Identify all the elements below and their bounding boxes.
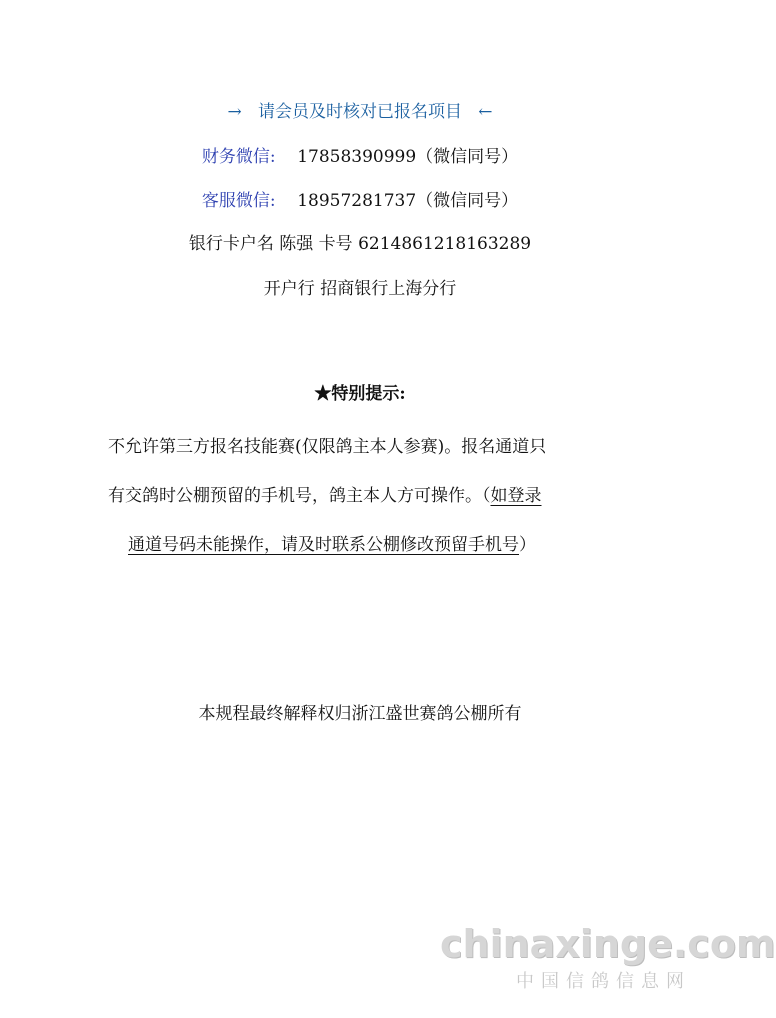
service-wechat-value: 18957281737（微信同号） [297,191,519,211]
watermark-domain: chinaxinge.com [440,922,776,966]
notice-title [0,100,720,124]
special-notice-line-2-underlined: 如登录 [490,486,542,506]
service-wechat-line [0,189,720,213]
finance-wechat-label: 财务微信: [201,147,276,167]
service-wechat-label: 客服微信: [201,191,276,211]
special-notice-line-2 [108,484,618,508]
special-notice-line-3 [128,533,638,557]
special-notice-line-3-underlined: 通道号码未能操作，请及时联系公棚修改预留手机号 [128,535,519,555]
arrow-left-icon: ← [478,102,493,122]
finance-wechat-line [0,145,720,169]
arrow-right-icon: → [227,102,242,122]
rights-statement: 本规程最终解释权归浙江盛世赛鸽公棚所有 [198,704,522,724]
notice-title-text: 请会员及时核对已报名项目 [258,102,462,122]
special-notice-line-3-end: ） [519,535,536,555]
special-notice-line-2-text: 有交鸽时公棚预留的手机号，鸽主本人方可操作。（ [108,486,491,506]
finance-wechat-value: 17858390999（微信同号） [297,147,519,167]
bank-branch-line: 开户行 招商银行上海分行 [263,279,457,299]
watermark-chinese: 中国信鸽信息网 [516,971,691,992]
special-notice-line-1: 不允许第三方报名技能赛(仅限鸽主本人参赛)。报名通道只 [108,437,547,457]
bank-account-line: 银行卡户名 陈强 卡号 6214861218163289 [188,234,532,254]
special-notice-title: ★特别提示: [314,384,406,404]
